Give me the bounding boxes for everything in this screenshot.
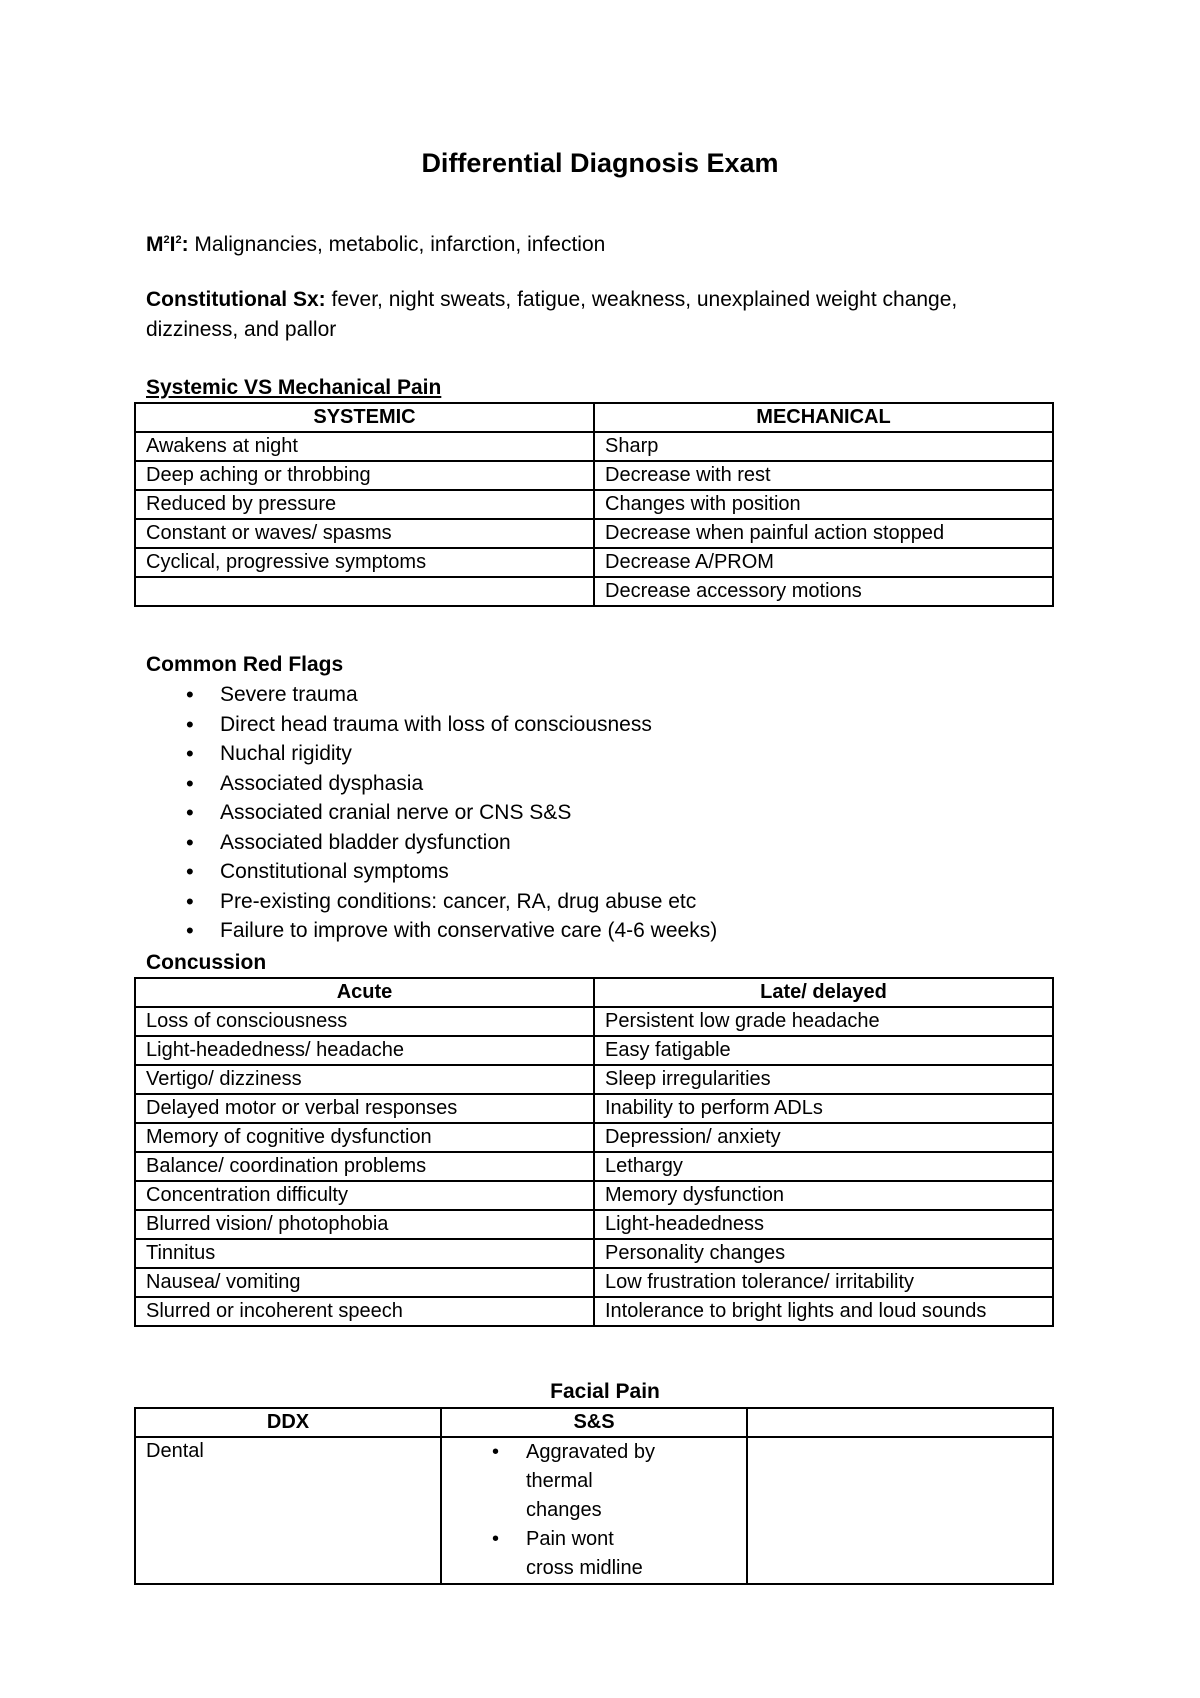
table-row: [135, 1123, 1053, 1152]
ss-cell: [441, 1437, 747, 1584]
table-cell: Persistent low grade headache: [594, 1007, 1053, 1036]
table-row: [135, 1268, 1053, 1297]
table-cell: Blurred vision/ photophobia: [135, 1210, 594, 1239]
ss-list: [452, 1438, 736, 1583]
table-cell: Sharp: [594, 432, 1053, 461]
table-row: [135, 1437, 1053, 1584]
constitutional-paragraph: [146, 285, 1046, 345]
table-cell: Nausea/ vomiting: [135, 1268, 594, 1297]
extra-cell: [747, 1437, 1053, 1584]
table-cell: Decrease with rest: [594, 461, 1053, 490]
header-acute: Acute: [135, 978, 594, 1007]
table-cell: Slurred or incoherent speech: [135, 1297, 594, 1326]
table-cell: Decrease when painful action stopped: [594, 519, 1053, 548]
table-row: [135, 1210, 1053, 1239]
table-row: [135, 519, 1053, 548]
table-cell: Loss of consciousness: [135, 1007, 594, 1036]
facial-pain-heading: Facial Pain: [550, 1380, 660, 1403]
header-late-delayed: Late/ delayed: [594, 978, 1053, 1007]
table-header-row: [135, 978, 1053, 1007]
table-cell: Tinnitus: [135, 1239, 594, 1268]
mnemonic-text: Malignancies, metabolic, infarction, infection: [188, 233, 606, 256]
header-mechanical: MECHANICAL: [594, 403, 1053, 432]
table-row: [135, 1007, 1053, 1036]
table-row: [135, 1036, 1053, 1065]
table-row: [135, 1297, 1053, 1326]
table-cell: Changes with position: [594, 490, 1053, 519]
table-cell: Delayed motor or verbal responses: [135, 1094, 594, 1123]
table-cell: Vertigo/ dizziness: [135, 1065, 594, 1094]
table-cell: Light-headedness: [594, 1210, 1053, 1239]
table-cell: Sleep irregularities: [594, 1065, 1053, 1094]
table-cell: Concentration difficulty: [135, 1181, 594, 1210]
table-row: [135, 548, 1053, 577]
concussion-heading: Concussion: [146, 951, 267, 974]
systemic-mechanical-table: [134, 402, 1054, 607]
table-row: [135, 432, 1053, 461]
red-flags-heading: Common Red Flags: [146, 653, 344, 676]
table-row: [135, 1065, 1053, 1094]
table-header-row: [135, 403, 1053, 432]
table-cell: Decrease accessory motions: [594, 577, 1053, 606]
table-row: [135, 1094, 1053, 1123]
table-cell: Memory dysfunction: [594, 1181, 1053, 1210]
table-row: [135, 490, 1053, 519]
table-row: [135, 461, 1053, 490]
table-cell: Inability to perform ADLs: [594, 1094, 1053, 1123]
header-systemic: SYSTEMIC: [135, 403, 594, 432]
table-row: [135, 577, 1053, 606]
table-cell: Memory of cognitive dysfunction: [135, 1123, 594, 1152]
concussion-table: [134, 977, 1054, 1327]
red-flags-list: [146, 680, 717, 946]
table-cell: Easy fatigable: [594, 1036, 1053, 1065]
header-ddx: DDX: [135, 1408, 441, 1437]
ddx-cell: Dental: [135, 1437, 441, 1584]
list-item: • Nuchal rigidity: [146, 739, 717, 769]
systemic-mechanical-heading: Systemic VS Mechanical Pain: [146, 376, 442, 399]
table-cell: Intolerance to bright lights and loud sounds: [594, 1297, 1053, 1326]
constitutional-text: fever, night sweats, fatigue, weakness, unexplained weight change, dizziness, and pallor: [146, 288, 958, 341]
list-item: • Associated cranial nerve or CNS S&S: [146, 798, 717, 828]
table-cell: Low frustration tolerance/ irritability: [594, 1268, 1053, 1297]
table-cell: Cyclical, progressive symptoms: [135, 548, 594, 577]
table-cell: Decrease A/PROM: [594, 548, 1053, 577]
mnemonic-label: $M^2I^2$:: [146, 233, 189, 256]
list-item: • Direct head trauma with loss of consciousness: [146, 710, 717, 740]
list-item: • Constitutional symptoms: [146, 857, 717, 887]
header-ss: S&S: [441, 1408, 747, 1437]
table-row: [135, 1152, 1053, 1181]
table-row: [135, 1239, 1053, 1268]
list-item: • Failure to improve with conservative care (4-6 weeks): [146, 916, 717, 946]
table-cell: Balance/ coordination problems: [135, 1152, 594, 1181]
facial-pain-table: [134, 1407, 1054, 1585]
list-item: • Associated bladder dysfunction: [146, 828, 717, 858]
list-item: • Severe trauma: [146, 680, 717, 710]
list-item: • Aggravated by thermal changes: [452, 1438, 656, 1525]
table-cell: Light-headedness/ headache: [135, 1036, 594, 1065]
header-blank: [747, 1408, 1053, 1437]
table-cell: Reduced by pressure: [135, 490, 594, 519]
table-cell: Awakens at night: [135, 432, 594, 461]
constitutional-label: Constitutional Sx:: [146, 288, 326, 311]
table-cell: Personality changes: [594, 1239, 1053, 1268]
table-cell: Deep aching or throbbing: [135, 461, 594, 490]
list-item: • Pain wont cross midline: [452, 1525, 656, 1583]
list-item: • Associated dysphasia: [146, 769, 717, 799]
list-item: • Pre-existing conditions: cancer, RA, drug abuse etc: [146, 887, 717, 917]
table-cell: Constant or waves/ spasms: [135, 519, 594, 548]
table-row: [135, 1181, 1053, 1210]
page-title: Differential Diagnosis Exam: [421, 148, 779, 178]
table-cell: Lethargy: [594, 1152, 1053, 1181]
table-cell: Depression/ anxiety: [594, 1123, 1053, 1152]
table-cell: [135, 577, 594, 606]
table-header-row: [135, 1408, 1053, 1437]
mnemonic-line: [146, 225, 1046, 260]
